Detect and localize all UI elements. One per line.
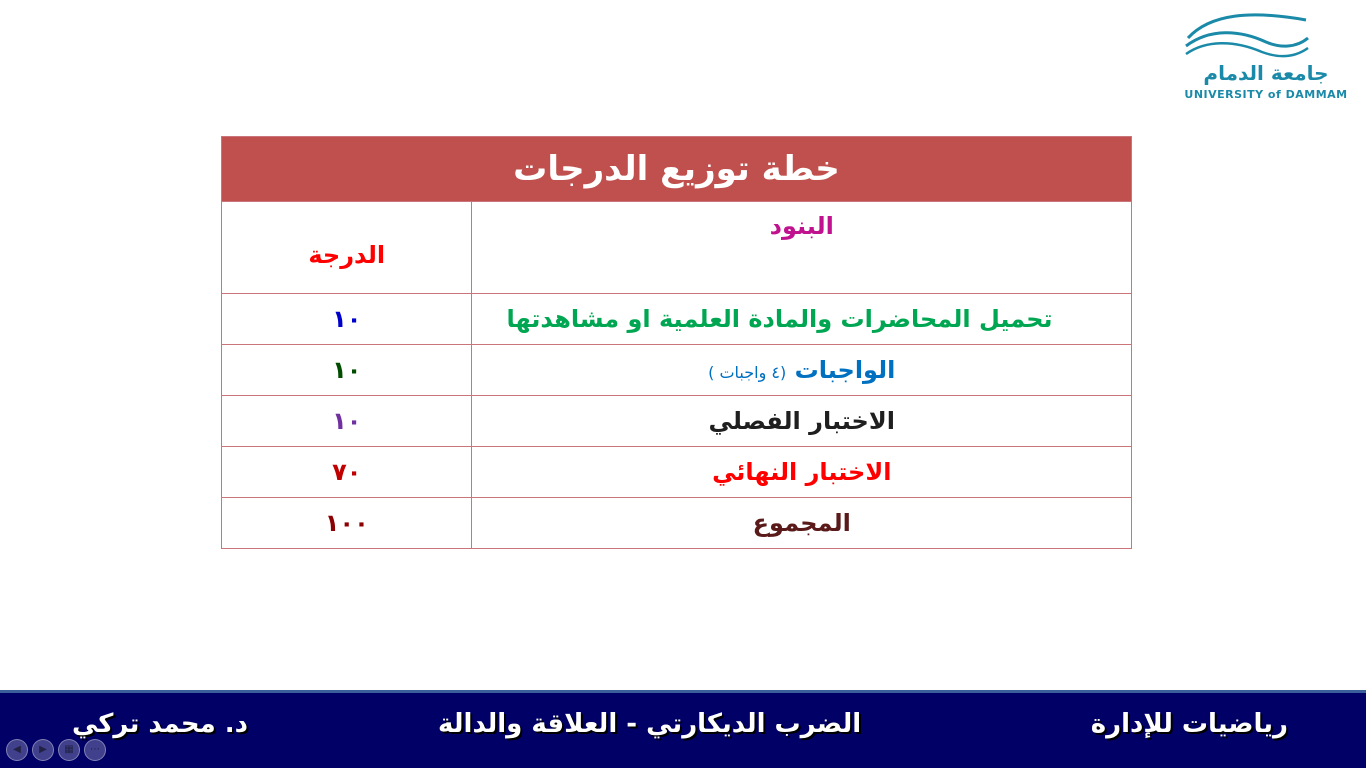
table-row <box>222 396 1132 447</box>
row-item <box>472 345 1132 396</box>
table-title: خطة توزيع الدرجات <box>222 137 1132 202</box>
row-grade: ١٠٠ <box>222 498 472 549</box>
logo-arabic-text: جامعة الدمام <box>1203 61 1329 85</box>
row-item-text: الاختبار الفصلي <box>708 407 895 435</box>
slide-navigation <box>6 739 106 761</box>
wave-logo-icon <box>1180 8 1310 62</box>
row-item-subtext: (٤ واجبات ) <box>708 363 787 382</box>
row-item-text: المجموع <box>752 509 851 537</box>
footer-author: د. محمد تركي <box>72 709 248 739</box>
footer-course-title: رياضيات للإدارة <box>1090 709 1288 739</box>
table-row <box>222 498 1132 549</box>
row-item <box>472 396 1132 447</box>
row-item-text: تحميل المحاضرات والمادة العلمية او مشاهدتها <box>506 305 1053 333</box>
table-row <box>222 447 1132 498</box>
row-grade: ١٠ <box>222 345 472 396</box>
table-row <box>222 345 1132 396</box>
grade-distribution-table <box>221 136 1132 549</box>
row-grade: ٧٠ <box>222 447 472 498</box>
table-row <box>222 294 1132 345</box>
table-title-row <box>222 137 1132 202</box>
footer-topic: الضرب الديكارتي - العلاقة والدالة <box>438 709 862 739</box>
header-items: البنود <box>472 202 1132 294</box>
prev-slide-icon[interactable]: ◀ <box>6 739 28 761</box>
footer-bar <box>0 690 1366 768</box>
row-item-text: الاختبار النهائي <box>712 458 892 486</box>
row-item <box>472 294 1132 345</box>
row-item <box>472 447 1132 498</box>
table-header-row <box>222 202 1132 294</box>
row-item <box>472 498 1132 549</box>
row-item-text: الواجبات <box>794 356 896 384</box>
header-grade: الدرجة <box>222 202 472 294</box>
row-grade: ١٠ <box>222 294 472 345</box>
options-icon[interactable]: ⋯ <box>84 739 106 761</box>
logo-english-text: UNIVERSITY of DAMMAM <box>1184 88 1348 101</box>
row-grade: ١٠ <box>222 396 472 447</box>
slides-menu-icon[interactable]: ▦ <box>58 739 80 761</box>
university-logo <box>1176 8 1356 100</box>
next-slide-icon[interactable]: ▶ <box>32 739 54 761</box>
